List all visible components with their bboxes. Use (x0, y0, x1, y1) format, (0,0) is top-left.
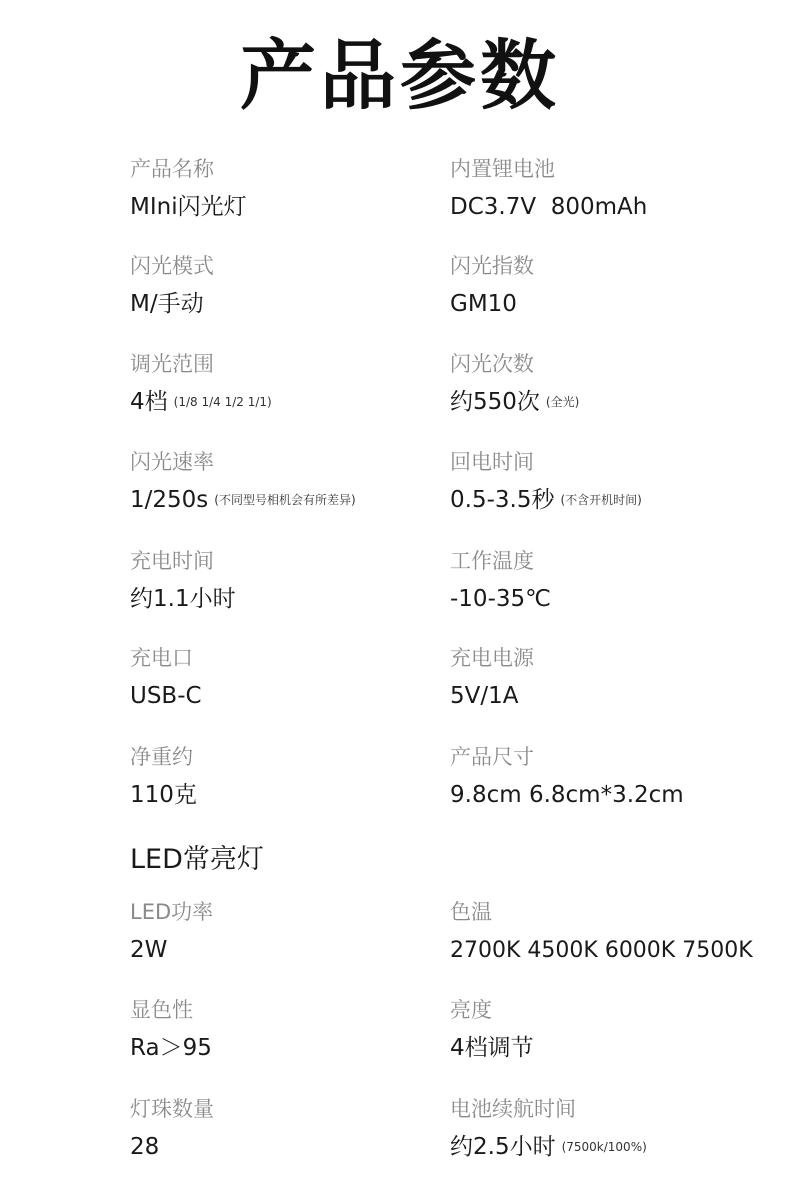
spec-value (130, 584, 470, 614)
spec-led-power (130, 898, 470, 965)
spec-value-text: 1/250s (130, 487, 209, 513)
spec-value-text: 110克 (130, 782, 197, 808)
spec-value (130, 1033, 470, 1063)
spec-value (450, 1033, 795, 1063)
spec-value-text: 2700K 4500K 6000K 7500K (450, 938, 753, 963)
spec-value (450, 387, 795, 417)
spec-note: (不含开机时间) (560, 493, 642, 507)
spec-value-text: M/手动 (130, 291, 204, 317)
spec-note: (全光) (545, 395, 580, 409)
spec-label: LED功率 (130, 900, 214, 924)
spec-note: (1/8 1/4 1/2 1/1) (173, 395, 272, 409)
spec-label: 显色性 (130, 998, 193, 1022)
spec-flash-mode (130, 252, 470, 319)
spec-label: 充电时间 (130, 549, 214, 573)
spec-label: 亮度 (450, 998, 492, 1022)
spec-value-text: 5V/1A (450, 683, 519, 709)
spec-label: 闪光指数 (450, 254, 534, 278)
spec-label: 净重约 (130, 745, 193, 769)
spec-value-text: 9.8cm 6.8cm*3.2cm (450, 782, 684, 808)
spec-value-text: -10-35℃ (450, 586, 551, 612)
spec-value-text: DC3.7V 800mAh (450, 194, 648, 220)
spec-flash-count (450, 350, 795, 417)
spec-recycle-time (450, 448, 795, 515)
led-section-heading: LED常亮灯 (130, 844, 264, 875)
spec-value (450, 1132, 795, 1162)
spec-battery (450, 155, 795, 222)
spec-battery-life (450, 1095, 795, 1162)
spec-value-text: USB-C (130, 683, 202, 709)
spec-value (130, 681, 470, 711)
spec-value (130, 780, 470, 810)
spec-label: 闪光模式 (130, 254, 214, 278)
spec-value (130, 192, 470, 222)
spec-brightness (450, 996, 795, 1063)
spec-label: 闪光次数 (450, 352, 534, 376)
spec-cri (130, 996, 470, 1063)
spec-label: 产品名称 (130, 157, 214, 181)
spec-value-text: GM10 (450, 291, 517, 317)
spec-label: 充电口 (130, 646, 193, 670)
spec-value-text: 4档 (130, 389, 168, 415)
spec-net-weight (130, 743, 470, 810)
page-title: 产品参数 (240, 31, 560, 120)
spec-product-size (450, 743, 795, 810)
spec-value-text: 约1.1小时 (130, 586, 236, 612)
spec-label: 工作温度 (450, 549, 534, 573)
spec-label: 内置锂电池 (450, 157, 555, 181)
spec-label: 充电电源 (450, 646, 534, 670)
spec-value-text: 28 (130, 1134, 160, 1160)
spec-value (450, 935, 795, 966)
spec-note: (7500k/100%) (561, 1140, 647, 1154)
spec-value-text: MIni闪光灯 (130, 194, 247, 220)
spec-charge-port (130, 644, 470, 711)
spec-value (130, 935, 470, 965)
spec-value (450, 192, 795, 222)
spec-label: 电池续航时间 (450, 1097, 576, 1121)
spec-dimming-range (130, 350, 470, 417)
spec-value (130, 1132, 470, 1162)
spec-label: 回电时间 (450, 450, 534, 474)
spec-label: 闪光速率 (130, 450, 214, 474)
spec-value-text: 约2.5小时 (450, 1134, 556, 1160)
spec-charge-power (450, 644, 795, 711)
spec-value-text: Ra＞95 (130, 1035, 212, 1061)
spec-value (450, 289, 795, 319)
spec-value-text: 约550次 (450, 389, 540, 415)
spec-label: 色温 (450, 900, 492, 924)
spec-value (450, 780, 795, 810)
spec-value (130, 387, 470, 417)
spec-label: 灯珠数量 (130, 1097, 214, 1121)
spec-label: 产品尺寸 (450, 745, 534, 769)
spec-led-count (130, 1095, 470, 1162)
spec-operating-temp (450, 547, 795, 614)
spec-value-text: 4档调节 (450, 1035, 534, 1061)
spec-charge-time (130, 547, 470, 614)
spec-value (450, 584, 795, 614)
spec-value-text: 2W (130, 937, 168, 963)
spec-label: 调光范围 (130, 352, 214, 376)
spec-value (130, 485, 470, 515)
spec-color-temp (450, 898, 795, 966)
spec-flash-rate (130, 448, 470, 515)
spec-note: (不同型号相机会有所差异) (214, 493, 356, 507)
spec-value (130, 289, 470, 319)
spec-guide-number (450, 252, 795, 319)
spec-value (450, 681, 795, 711)
spec-value-text: 0.5-3.5秒 (450, 487, 555, 513)
spec-product-name (130, 155, 470, 222)
spec-value (450, 485, 795, 515)
